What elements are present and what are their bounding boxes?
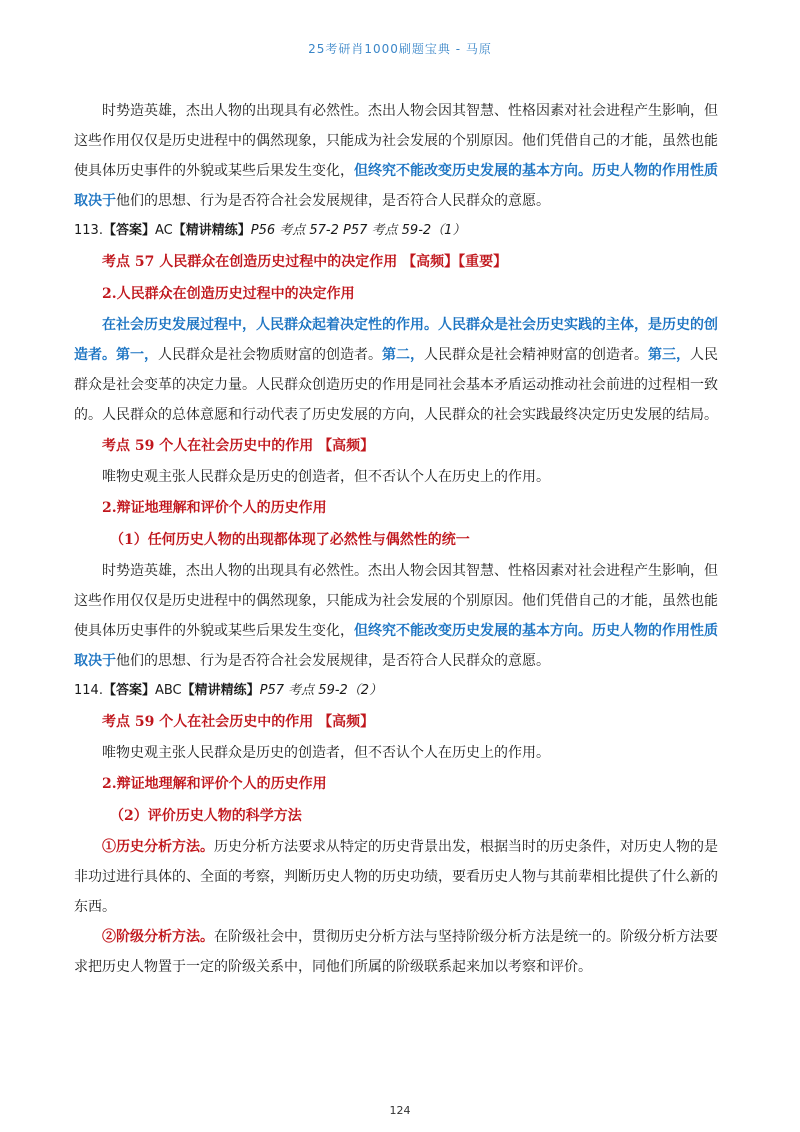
answer-line-114 [74, 676, 726, 706]
method-title: ②阶级分析方法。 [102, 929, 214, 945]
paragraph [74, 310, 726, 430]
highlight-text: 但终究不能改变历史发展的基本方向。历史人物的作用性质取决于 [74, 623, 718, 669]
highlight-text: 第二， [382, 347, 424, 363]
page-content [74, 96, 726, 982]
page-number: 124 [389, 1104, 411, 1117]
highlight-text: 在社会历史发展过程中，人民群众起着决定性的作用。人民群众是社会历史实践的主体，是历史的创造者。 [74, 317, 718, 363]
answer-value: AC [154, 223, 173, 238]
sub-heading: 2.人民群众在创造历史过程中的决定作用 [102, 286, 355, 302]
sub-heading: 2.辩证地理解和评价个人的历史作用 [102, 500, 327, 516]
question-number: 114. [74, 683, 103, 698]
text: 人民群众是社会物质财富的创造者。 [158, 347, 382, 363]
answer-label: 【答案】 [102, 683, 155, 698]
highlight-text: 但终究不能改变历史发展的基本方向。历史人物的作用性质取决于 [74, 163, 718, 209]
text: 人民群众是社会精神财富的创造者。 [424, 347, 648, 363]
text: 历史分析方法要求从特定的历史背景出发，根据当时的历史条件，对历史人物的是非功过进行具体的、全面的考察，判断历史人物的历史功绩，要看历史人物与其前辈相比提供了什么新的东西。 [74, 839, 718, 915]
text: 人民群众是社会变革的决定力量。人民群众创造历史的作用是同社会基本矛盾运动推动社会前进的过程相一致的。人民群众的总体意愿和行动代表了历史发展的方向，人民群众的社会实践最终决定历史发展的结局。 [74, 347, 718, 423]
kaodian-heading: 考点 59 个人在社会历史中的作用 【高频】 [102, 714, 375, 730]
paragraph-intro [74, 96, 726, 216]
kaodian-heading: 考点 59 个人在社会历史中的作用 【高频】 [102, 438, 375, 454]
text: 他们的思想、行为是否符合社会发展规律，是否符合人民群众的意愿。 [116, 193, 550, 209]
reference: P57 考点 59-2（2） [259, 683, 383, 698]
answer-line-113 [74, 216, 726, 246]
paragraph: 唯物史观主张人民群众是历史的创造者，但不否认个人在历史上的作用。 [102, 745, 550, 761]
answer-label: 【答案】 [102, 223, 155, 238]
page-header: 25考研肖1000刷题宝典 - 马原 [308, 42, 492, 56]
explain-label: 【精讲精练】 [181, 683, 260, 698]
kaodian-heading: 考点 57 人民群众在创造历史过程中的决定作用 【高频】【重要】 [102, 254, 508, 270]
sub-heading: 2.辩证地理解和评价个人的历史作用 [102, 776, 327, 792]
highlight-text: 第一， [116, 347, 158, 363]
method-paragraph [74, 922, 726, 982]
sub-sub-heading: （2）评价历史人物的科学方法 [110, 808, 302, 824]
explain-label: 【精讲精练】 [172, 223, 251, 238]
question-number: 113. [74, 223, 103, 238]
paragraph: 唯物史观主张人民群众是历史的创造者，但不否认个人在历史上的作用。 [102, 469, 550, 485]
text: 时势造英雄，杰出人物的出现具有必然性。杰出人物会因其智慧、性格因素对社会进程产生影响，但这些作用仅仅是历史进程中的偶然现象，只能成为社会发展的个别原因。他们凭借自己的才能，虽然也能使具体历史事件的外貌或某些后果发生变化， [74, 103, 718, 179]
answer-value: ABC [154, 683, 182, 698]
reference: P56 考点 57-2 P57 考点 59-2（1） [250, 223, 466, 238]
text: 在阶级社会中，贯彻历史分析方法与坚持阶级分析方法是统一的。阶级分析方法要求把历史人物置于一定的阶级关系中，同他们所属的阶级联系起来加以考察和评价。 [74, 929, 718, 975]
text: 他们的思想、行为是否符合社会发展规律，是否符合人民群众的意愿。 [116, 653, 550, 669]
paragraph [74, 556, 726, 676]
method-title: ①历史分析方法。 [102, 839, 214, 855]
method-paragraph [74, 832, 726, 922]
text: 时势造英雄，杰出人物的出现具有必然性。杰出人物会因其智慧、性格因素对社会进程产生影响，但这些作用仅仅是历史进程中的偶然现象，只能成为社会发展的个别原因。他们凭借自己的才能，虽然也能使具体历史事件的外貌或某些后果发生变化， [74, 563, 718, 639]
highlight-text: 第三， [648, 347, 690, 363]
sub-sub-heading: （1）任何历史人物的出现都体现了必然性与偶然性的统一 [110, 532, 470, 548]
